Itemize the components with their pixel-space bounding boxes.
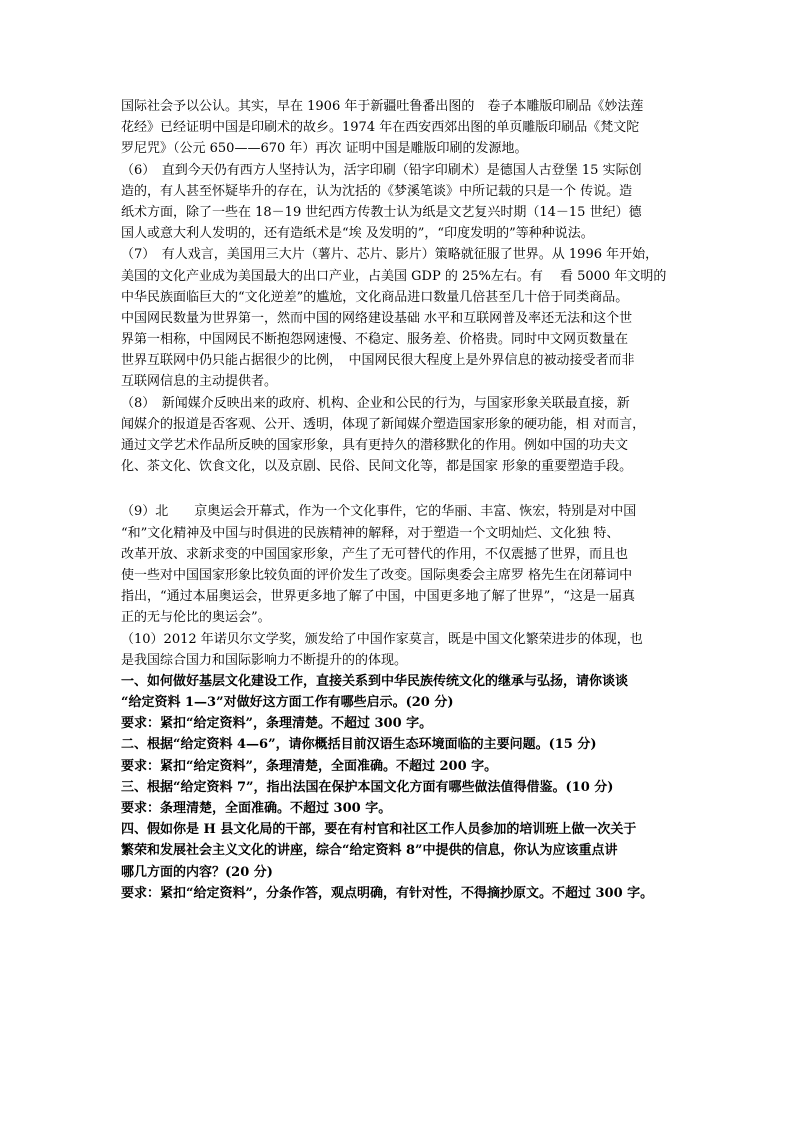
paragraph-10: [121, 629, 686, 671]
text-line: 世界互联网中仍只能占据很少的比例， 中国网民很大程度上是外界信息的被动接受者而非: [121, 353, 635, 369]
text-line: 是我国综合国力和国际影响力不断提升的的体现。: [121, 652, 408, 668]
question-text: 四、假如你是 H 县文化局的干部，要在有村官和社区工作人员参加的培训班上做一次关于: [121, 822, 637, 838]
text-line: （6） 直到今天仍有西方人坚持认为，活字印刷（铅字印刷术）是德国人古登堡 15 实际创: [121, 162, 642, 178]
text-line: 互联网信息的主动提供者。: [121, 374, 278, 390]
paragraph-9: [121, 501, 686, 628]
text-line: 化、茶文化、饮食文化，以及京剧、民俗、民间文化等，都是国家 形象的重要塑造手段。: [121, 459, 633, 475]
text-line: 指出，“通过本届奥运会，世界更多地了解了中国，中国更多地了解了世界”，“这是一届真: [121, 589, 635, 605]
question-requirement: 要求：紧扣“给定资料”，分条作答，观点明确，有针对性，不得摘抄原文。不超过 300 字。: [121, 885, 654, 901]
text-line: 纸术方面，除了一些在 18－19 世纪西方传教士认为纸是文艺复兴时期（14－15 世纪）德: [121, 204, 642, 220]
text-line: 国人或意大利人发明的，还有造纸术是“埃 及发明的”，“印度发明的”等种种说法。: [121, 226, 594, 242]
text-line: 美国的文化产业成为美国最大的出口产业，占美国 GDP 的 25%左右。有 看 5000 年文明的: [121, 268, 667, 284]
question-requirement: 要求：紧扣“给定资料”，条理清楚。不超过 300 字。: [121, 716, 433, 732]
text-line: “和”文化精神及中国与时俱进的民族精神的解释，对于塑造一个文明灿烂、文化独 特、: [121, 525, 620, 541]
blank-gap: [121, 477, 686, 501]
text-line: （9）北 京奥运会开幕式，作为一个文化事件，它的华丽、丰富、恢宏，特别是对中国: [121, 504, 637, 520]
paragraph-8: [121, 393, 686, 478]
text-line: （7） 有人戏言，美国用三大片（薯片、芯片、影片）策略就征服了世界。从 1996 年开始，: [121, 247, 659, 263]
text-line: 中华民族面临巨大的“文化逆差”的尴尬，文化商品进口数量几倍甚至几十倍于同类商品。: [121, 289, 629, 305]
paragraph-6: [121, 160, 686, 245]
text-line: 使一些对中国国家形象比较负面的评价发生了改变。国际奥委会主席罗 格先生在闭幕词中: [121, 567, 633, 583]
question-requirement: 要求：紧扣“给定资料”，条理清楚，全面准确。不超过 200 字。: [121, 758, 498, 774]
text-line: 造的，有人甚至怀疑毕升的存在，认为沈括的《梦溪笔谈》中所记载的只是一个 传说。造: [121, 183, 633, 199]
question-2: [121, 734, 686, 776]
text-line: （8） 新闻媒介反映出来的政府、机构、企业和公民的行为，与国家形象关联最直接，新: [121, 395, 630, 411]
paragraph-7: [121, 244, 686, 392]
question-text: 二、根据“给定资料 4—6”，请你概括目前汉语生态环境面临的主要问题。(15 分): [121, 737, 597, 753]
question-text: “给定资料 1—3”对做好这方面工作有哪些启示。(20 分): [121, 695, 454, 711]
text-line: 中国网民数量为世界第一，然而中国的网络建设基础 水平和互联网普及率还无法和这个世: [121, 310, 633, 326]
text-line: 闻媒介的报道是否客观、公开、透明，体现了新闻媒介塑造国家形象的硬功能，相 对而言，: [121, 416, 646, 432]
question-4: [121, 819, 686, 904]
question-text: 哪几方面的内容？(20 分): [121, 864, 273, 880]
question-1: [121, 671, 686, 735]
text-line: 通过文学艺术作品所反映的国家形象，具有更持久的潜移默化的作用。例如中国的功夫文: [121, 438, 629, 453]
text-line: 国际社会予以公认。其实，早在 1906 年于新疆吐鲁番出图的 卷子本雕版印刷品《妙法莲: [121, 99, 644, 114]
text-line: 花经》已经证明中国是印刷术的故乡。1974 年在西安西郊出图的单页雕版印刷品《梵文陀: [121, 120, 640, 136]
text-line: 界第一相称，中国网民不断抱怨网速慢、不稳定、服务差、价格贵。同时中文网页数量在: [121, 332, 629, 348]
question-text: 一、如何做好基层文化建设工作，直接关系到中华民族传统文化的继承与弘扬，请你谈谈: [121, 673, 629, 689]
text-line: 改革开放、求新求变的中国国家形象，产生了无可替代的作用，不仅震撼了世界，而且也: [121, 546, 629, 562]
paragraph-5-continued: [121, 96, 686, 160]
document-page: [121, 96, 686, 904]
text-line: （10）2012 年诺贝尔文学奖，颁发给了中国作家莫言，既是中国文化繁荣进步的体现，也: [121, 631, 643, 647]
text-line: 罗尼咒》（公元 650——670 年）再次 证明中国是雕版印刷的发源地。: [121, 141, 528, 157]
question-requirement: 要求：条理清楚，全面准确。不超过 300 字。: [121, 801, 392, 816]
question-text: 三、根据“给定资料 7”，指出法国在保护本国文化方面有哪些做法值得借鉴。(10 分): [121, 779, 614, 795]
question-3: [121, 777, 686, 819]
text-line: 正的无与伦比的奥运会”。: [121, 610, 271, 626]
question-text: 繁荣和发展社会主义文化的讲座，综合“给定资料 8”中提供的信息，你认为应该重点讲: [121, 843, 618, 859]
